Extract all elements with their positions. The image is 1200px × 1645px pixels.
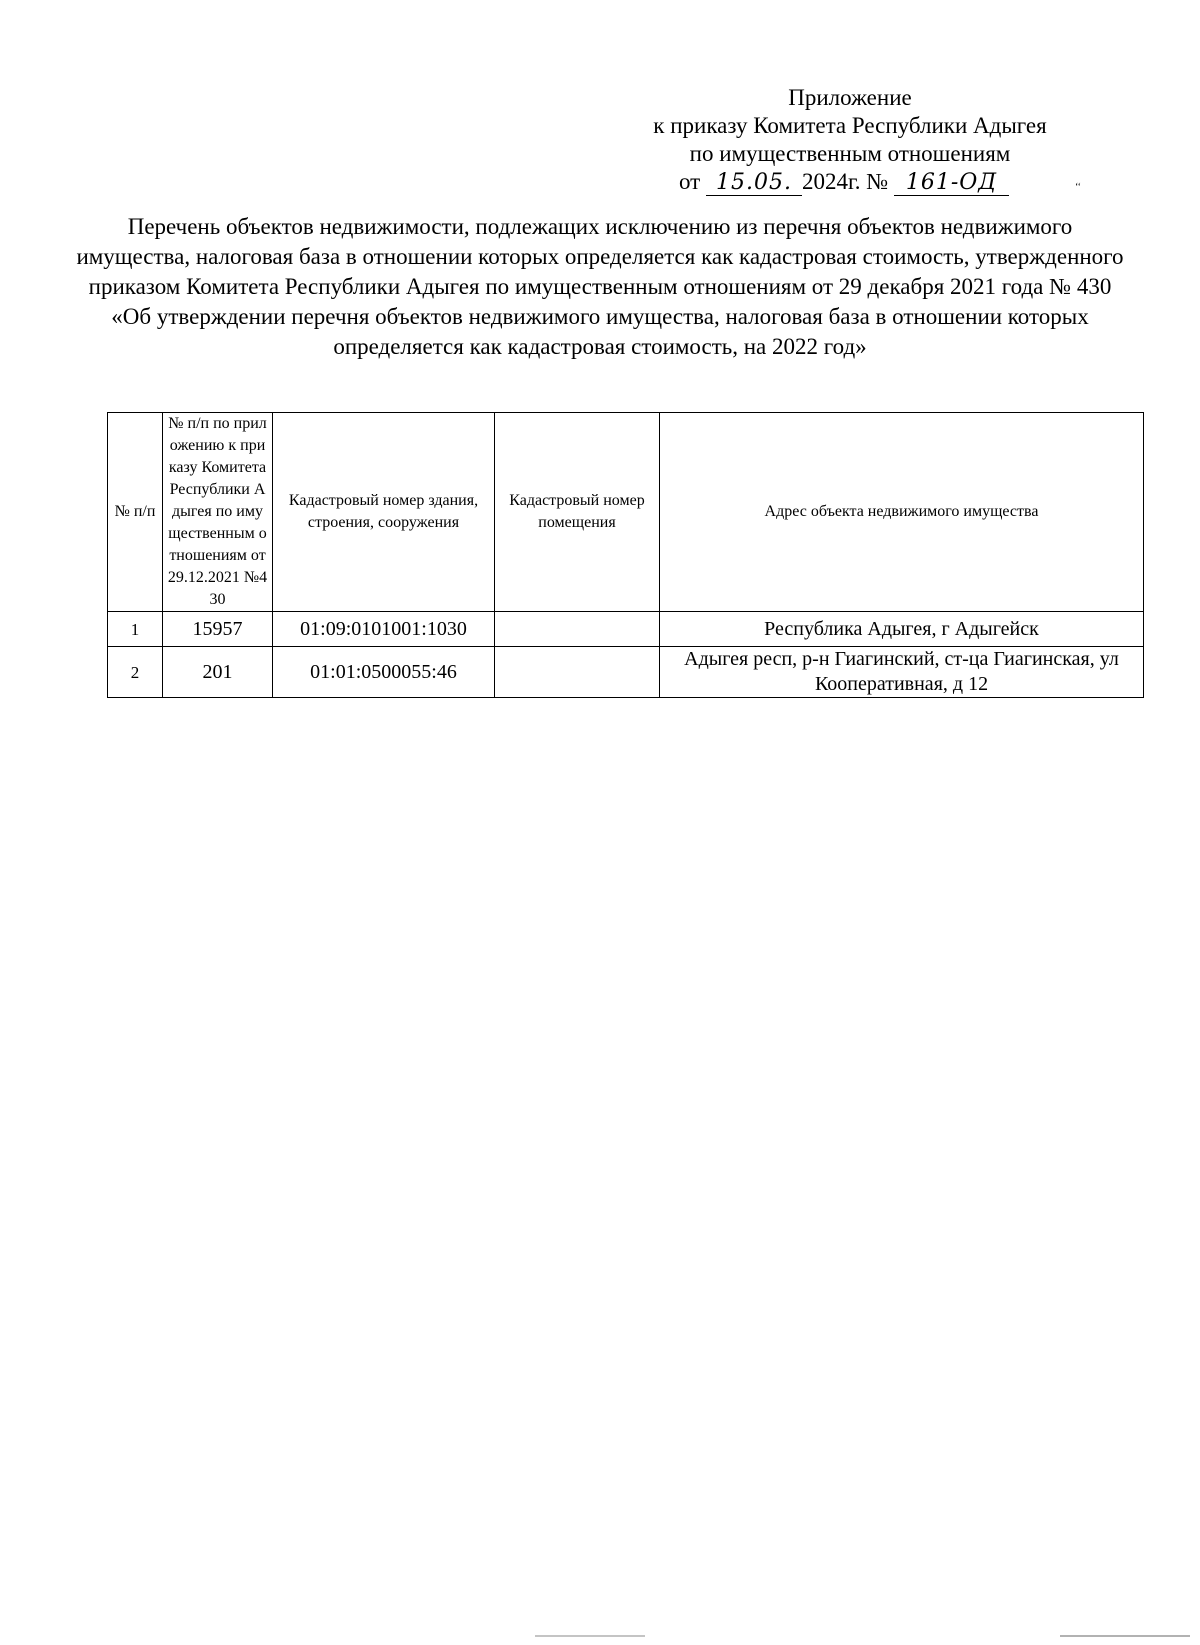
- header-num: № п/п: [108, 413, 163, 612]
- scan-mark: ‘‘: [1075, 182, 1081, 193]
- objects-table: [107, 412, 1144, 698]
- cell-room-cadastral: [495, 647, 660, 698]
- appendix-block: [600, 84, 1100, 196]
- cell-num: 1: [108, 612, 163, 647]
- header-address: Адрес объекта недвижимого имущества: [660, 413, 1144, 612]
- appendix-year-text: 2024г. №: [801, 169, 889, 194]
- header-room-cadastral: Кадастровый номер помещения: [495, 413, 660, 612]
- cell-building-cadastral: 01:01:0500055:46: [273, 647, 495, 698]
- appendix-prefix: от: [678, 169, 701, 194]
- table-row: [108, 647, 1144, 698]
- cell-room-cadastral: [495, 612, 660, 647]
- table-header-row: [108, 413, 1144, 612]
- cell-building-cadastral: 01:09:0101001:1030: [273, 612, 495, 647]
- table-row: [108, 612, 1144, 647]
- cell-num: 2: [108, 647, 163, 698]
- cell-appendix-num: 15957: [163, 612, 273, 647]
- appendix-line-3: по имущественным отношениям: [689, 141, 1011, 166]
- scan-artifact: [1060, 1635, 1190, 1637]
- cell-address: Адыгея респ, р-н Гиагинский, ст-ца Гиагинская, ул Кооперативная, д 12: [660, 647, 1144, 698]
- handwritten-date: 15.05.: [706, 171, 802, 196]
- appendix-line-2: к приказу Комитета Республики Адыгея: [653, 113, 1047, 138]
- header-appendix-num: № п/п по приложению к приказу Комитета Республики Адыгея по имущественным отношениям от 29.12.2021 №430: [163, 413, 273, 612]
- scan-artifact: [535, 1635, 645, 1637]
- appendix-date-line: [594, 168, 1094, 196]
- handwritten-order-number: 161-ОД: [894, 171, 1009, 196]
- cell-appendix-num: 201: [163, 647, 273, 698]
- appendix-line-1: Приложение: [788, 85, 912, 110]
- cell-address: Республика Адыгея, г Адыгейск: [660, 612, 1144, 647]
- header-building-cadastral: Кадастровый номер здания, строения, сооружения: [273, 413, 495, 612]
- document-title: Перечень объектов недвижимости, подлежащих исключению из перечня объектов недвижимого имущества, налоговая база в отношении которых определяется как кадастровая стоимость, утвержденного приказом Комитета Республики Адыгея по имущественным отношениям от 29 декабря 2021 года № 430 «Об утверждении перечня объектов недвижимого имущества, налоговая база в отношении которых определяется как кадастровая стоимость, на 2022 год»: [76, 214, 1124, 359]
